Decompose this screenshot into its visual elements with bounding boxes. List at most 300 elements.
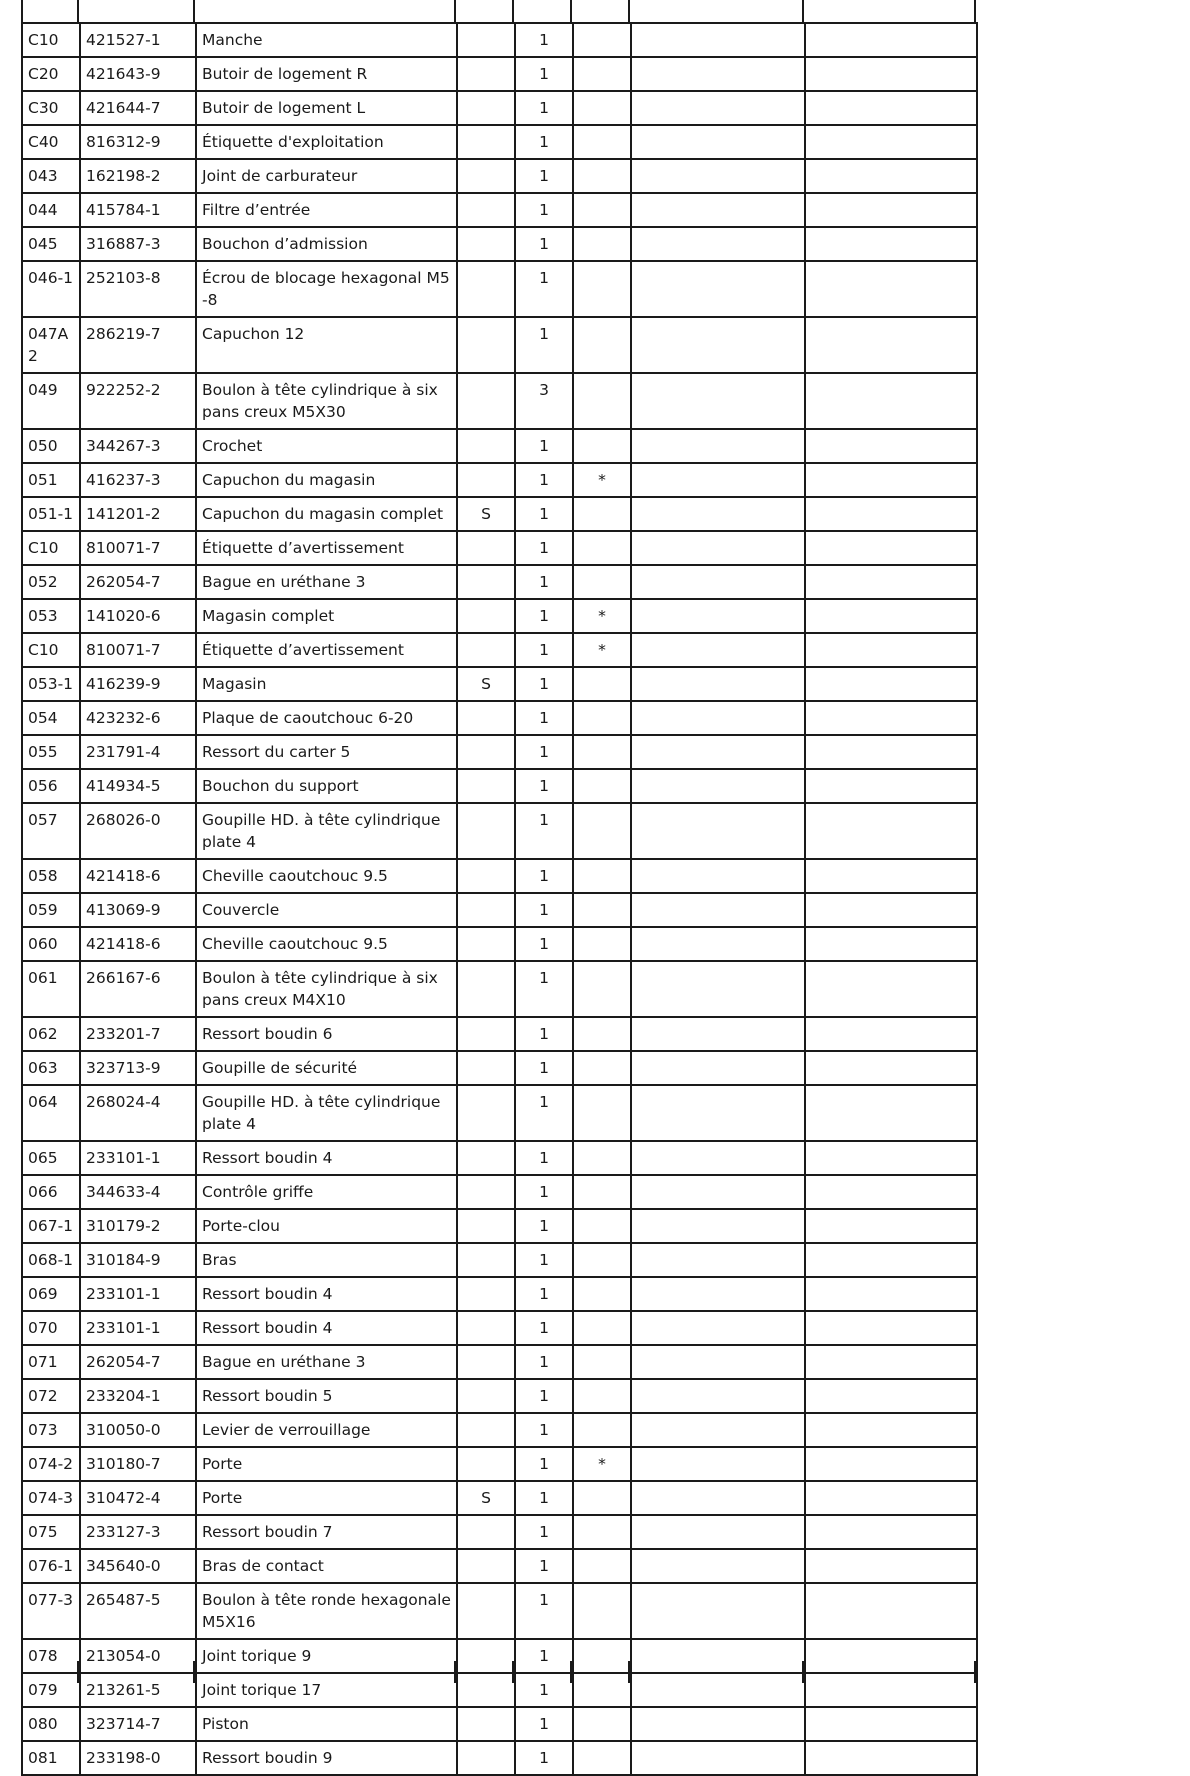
item-number-cell: 055 <box>22 735 80 769</box>
empty-cell <box>805 961 977 1017</box>
empty-cell <box>805 1379 977 1413</box>
description-cell: Goupille HD. à tête cylindrique plate 4 <box>196 1085 457 1141</box>
flag-cell <box>457 317 515 373</box>
empty-cell <box>631 125 805 159</box>
flag-cell <box>457 1379 515 1413</box>
flag-cell <box>457 1243 515 1277</box>
quantity-cell: 1 <box>515 1311 573 1345</box>
table-row <box>22 261 977 317</box>
empty-cell <box>805 497 977 531</box>
part-number-cell: 421527-1 <box>80 23 196 57</box>
quantity-cell: 3 <box>515 373 573 429</box>
empty-cell <box>805 859 977 893</box>
quantity-cell: 1 <box>515 769 573 803</box>
quantity-cell: 1 <box>515 1583 573 1639</box>
part-number-cell: 810071-7 <box>80 633 196 667</box>
quantity-cell: 1 <box>515 565 573 599</box>
empty-cell <box>805 1515 977 1549</box>
mark-cell <box>573 1051 631 1085</box>
mark-cell <box>573 373 631 429</box>
description-cell: Crochet <box>196 429 457 463</box>
empty-cell <box>631 317 805 373</box>
part-number-cell: 213054-0 <box>80 1639 196 1673</box>
empty-cell <box>631 159 805 193</box>
description-cell: Levier de verrouillage <box>196 1413 457 1447</box>
quantity-cell: 1 <box>515 1141 573 1175</box>
item-number-cell: 044 <box>22 193 80 227</box>
empty-cell <box>631 1549 805 1583</box>
empty-cell <box>805 633 977 667</box>
quantity-cell: 1 <box>515 1243 573 1277</box>
empty-cell <box>805 1673 977 1707</box>
item-number-cell: 080 <box>22 1707 80 1741</box>
flag-cell <box>457 91 515 125</box>
empty-cell <box>631 1673 805 1707</box>
description-cell: Ressort boudin 9 <box>196 1741 457 1775</box>
flag-cell <box>457 735 515 769</box>
empty-cell <box>631 1639 805 1673</box>
part-number-cell: 286219-7 <box>80 317 196 373</box>
flag-cell <box>457 23 515 57</box>
item-number-cell: 074-2 <box>22 1447 80 1481</box>
part-number-cell: 415784-1 <box>80 193 196 227</box>
part-number-cell: 233127-3 <box>80 1515 196 1549</box>
empty-cell <box>805 373 977 429</box>
flag-cell: S <box>457 667 515 701</box>
empty-cell <box>805 531 977 565</box>
description-cell: Ressort boudin 7 <box>196 1515 457 1549</box>
description-cell: Étiquette d’avertissement <box>196 633 457 667</box>
description-cell: Étiquette d’avertissement <box>196 531 457 565</box>
flag-cell <box>457 227 515 261</box>
part-number-cell: 266167-6 <box>80 961 196 1017</box>
part-number-cell: 162198-2 <box>80 159 196 193</box>
description-cell: Couvercle <box>196 893 457 927</box>
table-row <box>22 1085 977 1141</box>
item-number-cell: C30 <box>22 91 80 125</box>
mark-cell: * <box>573 1447 631 1481</box>
mark-cell <box>573 1209 631 1243</box>
flag-cell <box>457 927 515 961</box>
table-row <box>22 961 977 1017</box>
flag-cell <box>457 1051 515 1085</box>
mark-cell <box>573 1583 631 1639</box>
description-cell: Bague en uréthane 3 <box>196 565 457 599</box>
quantity-cell: 1 <box>515 1085 573 1141</box>
empty-cell <box>805 429 977 463</box>
mark-cell <box>573 1017 631 1051</box>
flag-cell <box>457 599 515 633</box>
empty-cell <box>631 1209 805 1243</box>
quantity-cell: 1 <box>515 633 573 667</box>
mark-cell <box>573 91 631 125</box>
table-row <box>22 1447 977 1481</box>
quantity-cell: 1 <box>515 961 573 1017</box>
quantity-cell: 1 <box>515 599 573 633</box>
item-number-cell: 059 <box>22 893 80 927</box>
description-cell: Goupille de sécurité <box>196 1051 457 1085</box>
flag-cell <box>457 531 515 565</box>
table-row <box>22 1379 977 1413</box>
mark-cell <box>573 1379 631 1413</box>
flag-cell <box>457 1583 515 1639</box>
part-number-cell: 233201-7 <box>80 1017 196 1051</box>
item-number-cell: C40 <box>22 125 80 159</box>
empty-cell <box>631 1017 805 1051</box>
item-number-cell: 057 <box>22 803 80 859</box>
table-row <box>22 193 977 227</box>
flag-cell <box>457 1277 515 1311</box>
quantity-cell: 1 <box>515 701 573 735</box>
mark-cell <box>573 227 631 261</box>
table-row <box>22 1209 977 1243</box>
empty-cell <box>805 227 977 261</box>
flag-cell <box>457 1741 515 1775</box>
empty-cell <box>805 927 977 961</box>
mark-cell <box>573 159 631 193</box>
part-number-cell: 262054-7 <box>80 565 196 599</box>
quantity-cell: 1 <box>515 1017 573 1051</box>
table-row <box>22 125 977 159</box>
description-cell: Ressort boudin 4 <box>196 1311 457 1345</box>
empty-cell <box>805 565 977 599</box>
mark-cell <box>573 1515 631 1549</box>
mark-cell: * <box>573 633 631 667</box>
empty-cell <box>805 1639 977 1673</box>
table-row <box>22 159 977 193</box>
empty-cell <box>805 1209 977 1243</box>
item-number-cell: 075 <box>22 1515 80 1549</box>
part-number-cell: 231791-4 <box>80 735 196 769</box>
mark-cell <box>573 429 631 463</box>
flag-cell <box>457 125 515 159</box>
mark-cell <box>573 1345 631 1379</box>
part-number-cell: 262054-7 <box>80 1345 196 1379</box>
item-number-cell: 060 <box>22 927 80 961</box>
description-cell: Porte <box>196 1481 457 1515</box>
table-row <box>22 1481 977 1515</box>
table-row <box>22 1413 977 1447</box>
mark-cell <box>573 961 631 1017</box>
empty-cell <box>631 463 805 497</box>
item-number-cell: 049 <box>22 373 80 429</box>
mark-cell: * <box>573 463 631 497</box>
part-number-cell: 141201-2 <box>80 497 196 531</box>
item-number-cell: 079 <box>22 1673 80 1707</box>
flag-cell <box>457 159 515 193</box>
empty-cell <box>805 1175 977 1209</box>
mark-cell <box>573 317 631 373</box>
description-cell: Ressort boudin 6 <box>196 1017 457 1051</box>
part-number-cell: 414934-5 <box>80 769 196 803</box>
item-number-cell: C20 <box>22 57 80 91</box>
item-number-cell: 069 <box>22 1277 80 1311</box>
item-number-cell: 046-1 <box>22 261 80 317</box>
empty-cell <box>631 769 805 803</box>
mark-cell <box>573 1707 631 1741</box>
empty-cell <box>631 961 805 1017</box>
mark-cell <box>573 701 631 735</box>
flag-cell <box>457 1141 515 1175</box>
item-number-cell: 073 <box>22 1413 80 1447</box>
empty-cell <box>631 599 805 633</box>
description-cell: Capuchon du magasin complet <box>196 497 457 531</box>
empty-cell <box>805 57 977 91</box>
empty-cell <box>631 531 805 565</box>
quantity-cell: 1 <box>515 1277 573 1311</box>
quantity-cell: 1 <box>515 261 573 317</box>
item-number-cell: 077-3 <box>22 1583 80 1639</box>
table-row <box>22 769 977 803</box>
mark-cell <box>573 23 631 57</box>
mark-cell <box>573 859 631 893</box>
empty-cell <box>805 667 977 701</box>
table-row <box>22 1549 977 1583</box>
mark-cell <box>573 1085 631 1141</box>
part-number-cell: 421643-9 <box>80 57 196 91</box>
empty-cell <box>631 927 805 961</box>
description-cell: Boulon à tête cylindrique à six pans creux M5X30 <box>196 373 457 429</box>
table-row <box>22 803 977 859</box>
quantity-cell: 1 <box>515 1413 573 1447</box>
empty-cell <box>631 373 805 429</box>
table-row <box>22 497 977 531</box>
empty-cell <box>631 1447 805 1481</box>
empty-cell <box>805 701 977 735</box>
item-number-cell: 062 <box>22 1017 80 1051</box>
parts-table <box>21 22 978 1776</box>
description-cell: Joint de carburateur <box>196 159 457 193</box>
empty-cell <box>631 91 805 125</box>
description-cell: Ressort boudin 5 <box>196 1379 457 1413</box>
quantity-cell: 1 <box>515 1741 573 1775</box>
quantity-cell: 1 <box>515 1447 573 1481</box>
part-number-cell: 416239-9 <box>80 667 196 701</box>
table-row <box>22 429 977 463</box>
item-number-cell: 064 <box>22 1085 80 1141</box>
quantity-cell: 1 <box>515 125 573 159</box>
description-cell: Ressort du carter 5 <box>196 735 457 769</box>
empty-cell <box>631 429 805 463</box>
description-cell: Manche <box>196 23 457 57</box>
item-number-cell: 072 <box>22 1379 80 1413</box>
part-number-cell: 233204-1 <box>80 1379 196 1413</box>
empty-cell <box>805 1481 977 1515</box>
table-row <box>22 1051 977 1085</box>
table-row <box>22 1673 977 1707</box>
empty-cell <box>631 261 805 317</box>
flag-cell <box>457 1707 515 1741</box>
table-row <box>22 1345 977 1379</box>
flag-cell <box>457 893 515 927</box>
part-number-cell: 810071-7 <box>80 531 196 565</box>
part-number-cell: 345640-0 <box>80 1549 196 1583</box>
empty-cell <box>805 261 977 317</box>
empty-cell <box>805 1243 977 1277</box>
item-number-cell: 043 <box>22 159 80 193</box>
part-number-cell: 344267-3 <box>80 429 196 463</box>
table-row <box>22 531 977 565</box>
flag-cell <box>457 463 515 497</box>
mark-cell <box>573 735 631 769</box>
mark-cell <box>573 497 631 531</box>
table-row <box>22 1583 977 1639</box>
part-number-cell: 816312-9 <box>80 125 196 159</box>
flag-cell <box>457 1639 515 1673</box>
mark-cell <box>573 769 631 803</box>
description-cell: Boulon à tête cylindrique à six pans creux M4X10 <box>196 961 457 1017</box>
part-number-cell: 268024-4 <box>80 1085 196 1141</box>
empty-cell <box>805 1447 977 1481</box>
empty-cell <box>805 463 977 497</box>
mark-cell <box>573 1741 631 1775</box>
item-number-cell: 068-1 <box>22 1243 80 1277</box>
flag-cell <box>457 565 515 599</box>
flag-cell <box>457 1085 515 1141</box>
quantity-cell: 1 <box>515 1481 573 1515</box>
quantity-cell: 1 <box>515 463 573 497</box>
flag-cell <box>457 1017 515 1051</box>
description-cell: Magasin <box>196 667 457 701</box>
item-number-cell: 078 <box>22 1639 80 1673</box>
flag-cell <box>457 57 515 91</box>
quantity-cell: 1 <box>515 1051 573 1085</box>
empty-cell <box>631 1707 805 1741</box>
table-row <box>22 927 977 961</box>
empty-cell <box>631 193 805 227</box>
table-row <box>22 633 977 667</box>
empty-cell <box>805 893 977 927</box>
description-cell: Bouchon du support <box>196 769 457 803</box>
part-number-cell: 423232-6 <box>80 701 196 735</box>
description-cell: Écrou de blocage hexagonal M5-8 <box>196 261 457 317</box>
empty-cell <box>631 1311 805 1345</box>
flag-cell <box>457 1673 515 1707</box>
item-number-cell: 074-3 <box>22 1481 80 1515</box>
empty-cell <box>805 1277 977 1311</box>
table-row <box>22 859 977 893</box>
mark-cell <box>573 1277 631 1311</box>
item-number-cell: 050 <box>22 429 80 463</box>
flag-cell <box>457 769 515 803</box>
flag-cell <box>457 701 515 735</box>
item-number-cell: 047A2 <box>22 317 80 373</box>
item-number-cell: 053 <box>22 599 80 633</box>
part-number-cell: 233101-1 <box>80 1277 196 1311</box>
table-row <box>22 373 977 429</box>
description-cell: Bague en uréthane 3 <box>196 1345 457 1379</box>
table-row <box>22 91 977 125</box>
flag-cell <box>457 1209 515 1243</box>
table-row <box>22 1311 977 1345</box>
description-cell: Goupille HD. à tête cylindrique plate 4 <box>196 803 457 859</box>
part-number-cell: 323714-7 <box>80 1707 196 1741</box>
flag-cell <box>457 1413 515 1447</box>
quantity-cell: 1 <box>515 893 573 927</box>
item-number-cell: 070 <box>22 1311 80 1345</box>
empty-cell <box>805 803 977 859</box>
empty-cell <box>631 1243 805 1277</box>
empty-cell <box>805 125 977 159</box>
empty-cell <box>805 1085 977 1141</box>
empty-cell <box>631 1379 805 1413</box>
description-cell: Capuchon 12 <box>196 317 457 373</box>
empty-cell <box>805 769 977 803</box>
table-row <box>22 735 977 769</box>
quantity-cell: 1 <box>515 859 573 893</box>
empty-cell <box>631 1515 805 1549</box>
item-number-cell: 056 <box>22 769 80 803</box>
empty-cell <box>805 1413 977 1447</box>
empty-cell <box>631 667 805 701</box>
empty-cell <box>805 317 977 373</box>
table-row <box>22 1277 977 1311</box>
mark-cell <box>573 927 631 961</box>
quantity-cell: 1 <box>515 1639 573 1673</box>
empty-cell <box>805 1741 977 1775</box>
table-row <box>22 893 977 927</box>
table-row <box>22 565 977 599</box>
table-row <box>22 317 977 373</box>
empty-cell <box>805 735 977 769</box>
mark-cell <box>573 1141 631 1175</box>
table-row <box>22 701 977 735</box>
quantity-cell: 1 <box>515 317 573 373</box>
part-number-cell: 310472-4 <box>80 1481 196 1515</box>
quantity-cell: 1 <box>515 803 573 859</box>
item-number-cell: 061 <box>22 961 80 1017</box>
flag-cell <box>457 193 515 227</box>
item-number-cell: 067-1 <box>22 1209 80 1243</box>
empty-cell <box>805 1345 977 1379</box>
quantity-cell: 1 <box>515 1549 573 1583</box>
table-row <box>22 1515 977 1549</box>
parts-table-body <box>22 23 977 1775</box>
part-number-cell: 233198-0 <box>80 1741 196 1775</box>
description-cell: Joint torique 9 <box>196 1639 457 1673</box>
quantity-cell: 1 <box>515 227 573 261</box>
description-cell: Plaque de caoutchouc 6-20 <box>196 701 457 735</box>
flag-cell: S <box>457 497 515 531</box>
item-number-cell: 071 <box>22 1345 80 1379</box>
table-row <box>22 1175 977 1209</box>
empty-cell <box>631 227 805 261</box>
quantity-cell: 1 <box>515 1515 573 1549</box>
item-number-cell: 065 <box>22 1141 80 1175</box>
quantity-cell: 1 <box>515 57 573 91</box>
mark-cell <box>573 1311 631 1345</box>
description-cell: Bouchon d’admission <box>196 227 457 261</box>
empty-cell <box>631 1085 805 1141</box>
empty-cell <box>631 1141 805 1175</box>
mark-cell <box>573 565 631 599</box>
item-number-cell: 054 <box>22 701 80 735</box>
empty-cell <box>805 1707 977 1741</box>
empty-cell <box>631 57 805 91</box>
description-cell: Joint torique 17 <box>196 1673 457 1707</box>
description-cell: Butoir de logement L <box>196 91 457 125</box>
part-number-cell: 310180-7 <box>80 1447 196 1481</box>
empty-cell <box>631 497 805 531</box>
item-number-cell: C10 <box>22 633 80 667</box>
part-number-cell: 416237-3 <box>80 463 196 497</box>
quantity-cell: 1 <box>515 531 573 565</box>
flag-cell <box>457 1345 515 1379</box>
mark-cell <box>573 803 631 859</box>
part-number-cell: 344633-4 <box>80 1175 196 1209</box>
empty-cell <box>631 1051 805 1085</box>
empty-cell <box>631 893 805 927</box>
